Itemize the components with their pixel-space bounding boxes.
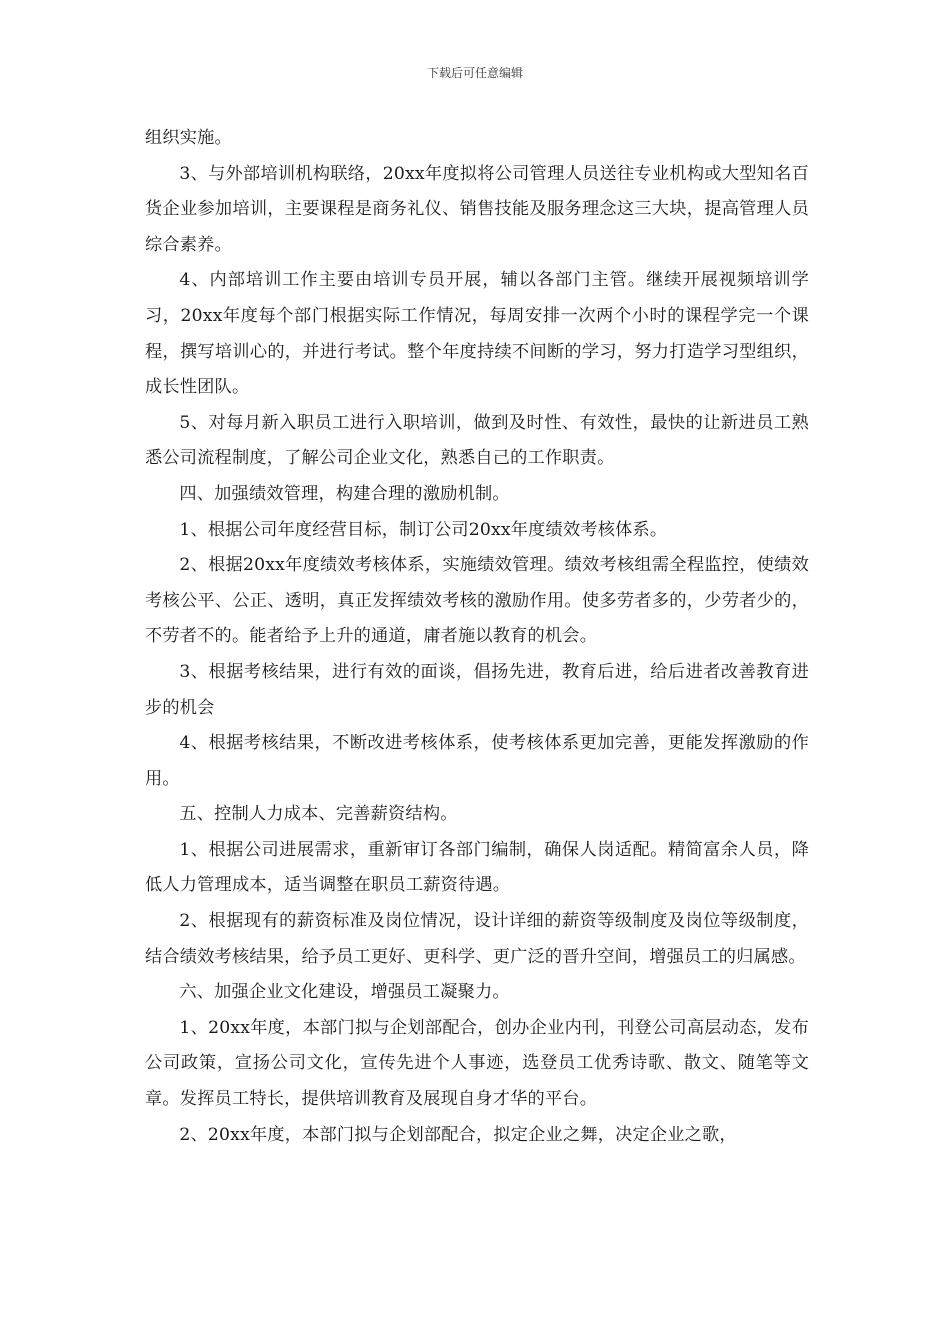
paragraph: 1、根据公司年度经营目标，制订公司20xx年度绩效考核体系。 xyxy=(179,519,668,540)
paragraph: 3、根据考核结果，进行有效的面谈，倡扬先进，教育后进，给后进者改善教育进步的机会 xyxy=(145,661,809,718)
page-header: 下载后可任意编辑 xyxy=(426,66,523,80)
paragraph: 4、内部培训工作主要由培训专员开展，辅以各部门主管。继续开展视频培训学习，20xx年度每个部门根据实际工作情况，每周安排一次两个小时的课程学完一个课程，撰写培训心的，并进行考试。整个年度持续不间断的学习，努力打造学习型组织，成长性团队。 xyxy=(145,270,809,398)
paragraph: 组织实施。 xyxy=(145,128,232,148)
section-heading: 五、控制人力成本、完善薪资结构。 xyxy=(179,804,458,825)
section-heading: 四、加强绩效管理，构建合理的激励机制。 xyxy=(179,483,510,504)
paragraph: 3、与外部培训机构联络，20xx年度拟将公司管理人员送往专业机构或大型知名百货企业参加培训，主要课程是商务礼仪、销售技能及服务理念这三大块，提高管理人员综合素养。 xyxy=(145,163,809,255)
paragraph: 5、对每月新入职员工进行入职培训，做到及时性、有效性，最快的让新进员工熟悉公司流程制度，了解公司企业文化，熟悉自己的工作职责。 xyxy=(145,412,809,469)
section-heading: 六、加强企业文化建设，增强员工凝聚力。 xyxy=(179,982,510,1003)
paragraph: 2、根据现有的薪资标准及岗位情况，设计详细的薪资等级制度及岗位等级制度，结合绩效考核结果，给予员工更好、更科学、更广泛的晋升空间，增强员工的归属感。 xyxy=(145,911,809,967)
paragraph: 1、20xx年度，本部门拟与企划部配合，创办企业内刊，刊登公司高层动态，发布公司政策，宣扬公司文化，宣传先进个人事迹，选登员工优秀诗歌、散文、随笔等文章。发挥员工特长，提供培训教育及展现自身才华的平台。 xyxy=(145,1017,809,1110)
paragraph: 2、根据20xx年度绩效考核体系，实施绩效管理。绩效考核组需全程监控，使绩效考核公平、公正、透明，真正发挥绩效考核的激励作用。使多劳者多的，少劳者少的，不劳者不的。能者给予上升的通道，庸者施以教育的机会。 xyxy=(145,555,809,647)
document-body xyxy=(145,121,809,1153)
paragraph: 1、根据公司进展需求，重新审订各部门编制，确保人岗适配。精简富余人员，降低人力管理成本，适当调整在职员工薪资待遇。 xyxy=(145,839,809,896)
paragraph: 2、20xx年度，本部门拟与企划部配合，拟定企业之舞，决定企业之歌， xyxy=(179,1124,737,1145)
paragraph: 4、根据考核结果，不断改进考核体系，使考核体系更加完善，更能发挥激励的作用。 xyxy=(145,733,809,789)
